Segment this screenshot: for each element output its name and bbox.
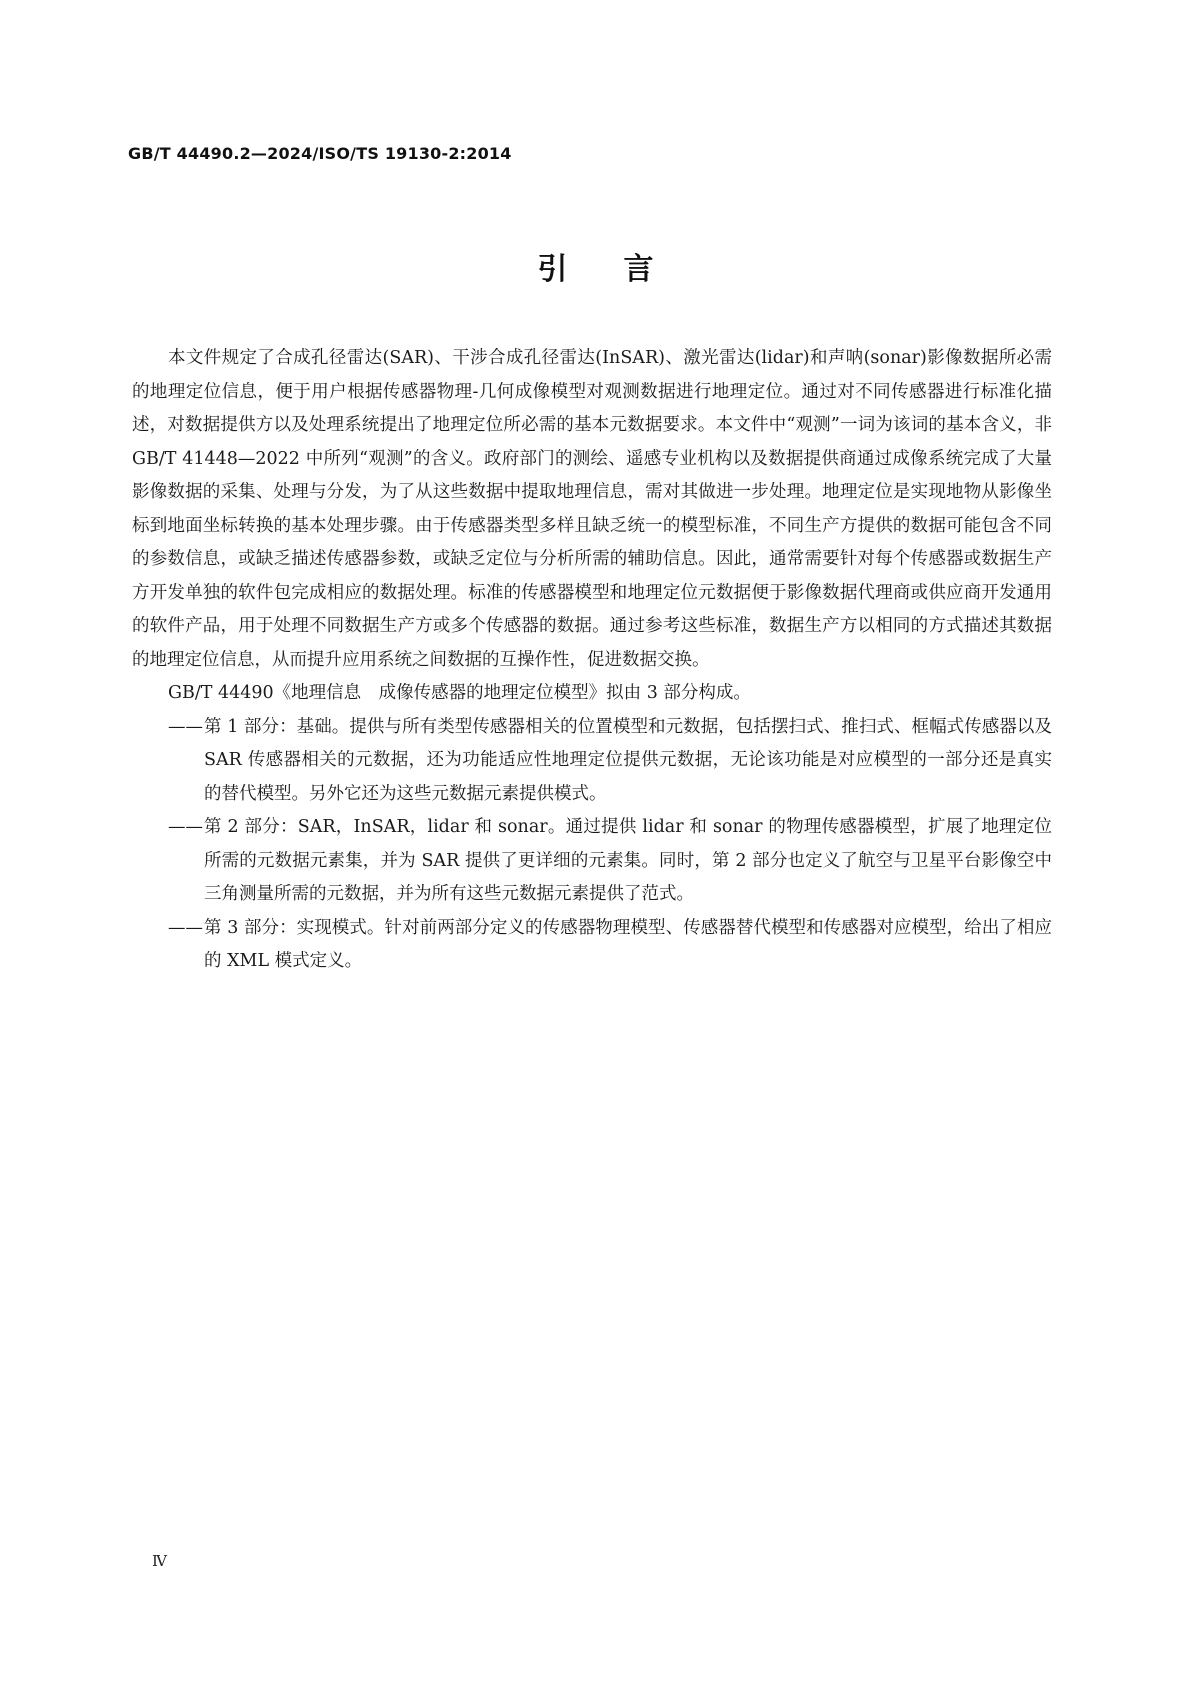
list-dash: ——	[168, 817, 203, 837]
list-item-text: 第 3 部分：实现模式。针对前两部分定义的传感器物理模型、传感器替代模型和传感器对应模型，给出了相应的 XML 模式定义。	[204, 917, 1052, 971]
list-item-text: 第 2 部分：SAR，InSAR，lidar 和 sonar。通过提供 lidar 和 sonar 的物理传感器模型，扩展了地理定位所需的元数据元素集，并为 SAR 提供了更详细的元素集。同时，第 2 部分也定义了航空与卫星平台影像空中三角测量所需的元数据，并为所有这些元数据元素提供了范式。	[204, 817, 1052, 904]
body-content	[132, 342, 1052, 979]
list-item-part-1	[132, 711, 1052, 812]
list-item-part-3	[132, 912, 1052, 979]
parts-overview-paragraph: GB/T 44490《地理信息 成像传感器的地理定位模型》拟由 3 部分构成。	[168, 683, 751, 703]
page-number: Ⅳ	[152, 1552, 167, 1570]
intro-paragraph: 本文件规定了合成孔径雷达(SAR)、干涉合成孔径雷达(InSAR)、激光雷达(lidar)和声呐(sonar)影像数据所必需的地理定位信息，便于用户根据传感器物理-几何成像模型对观测数据进行地理定位。通过对不同传感器进行标准化描述，对数据提供方以及处理系统提出了地理定位所必需的基本元数据要求。本文件中“观测”一词为该词的基本含义，非 GB/T 41448—2022 中所列“观测”的含义。政府部门的测绘、遥感专业机构以及数据提供商通过成像系统完成了大量影像数据的采集、处理与分发，为了从这些数据中提取地理信息，需对其做进一步处理。地理定位是实现地物从影像坐标到地面坐标转换的基本处理步骤。由于传感器类型多样且缺乏统一的模型标准，不同生产方提供的数据可能包含不同的参数信息，或缺乏描述传感器参数，或缺乏定位与分析所需的辅助信息。因此，通常需要针对每个传感器或数据生产方开发单独的软件包完成相应的数据处理。标准的传感器模型和地理定位元数据便于影像数据代理商或供应商开发通用的软件产品，用于处理不同数据生产方或多个传感器的数据。通过参考这些标准，数据生产方以相同的方式描述其数据的地理定位信息，从而提升应用系统之间数据的互操作性，促进数据交换。	[132, 348, 1052, 670]
list-item-part-2	[132, 811, 1052, 912]
list-dash: ——	[168, 917, 203, 938]
list-item-text: 第 1 部分：基础。提供与所有类型传感器相关的位置模型和元数据，包括摆扫式、推扫式、框幅式传感器以及 SAR 传感器相关的元数据，还为功能适应性地理定位提供元数据，无论该功能是对应模型的一部分还是真实的替代模型。另外它还为这些元数据元素提供模式。	[204, 716, 1052, 804]
list-dash: ——	[168, 716, 203, 737]
standard-number-header: GB/T 44490.2—2024/ISO/TS 19130-2:2014	[128, 144, 512, 163]
section-title: 引言	[537, 252, 710, 287]
